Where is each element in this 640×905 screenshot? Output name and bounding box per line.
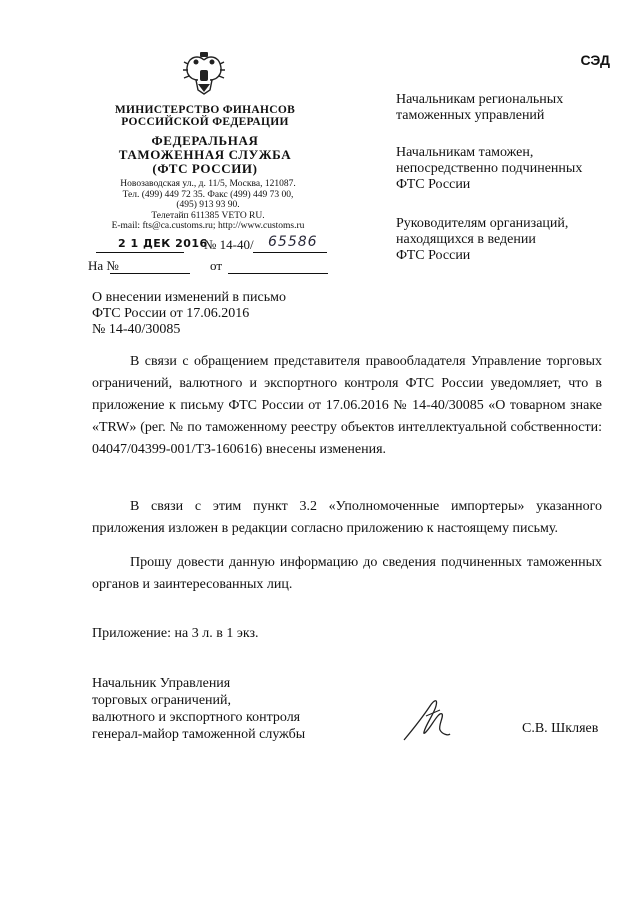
- email-line: E-mail: fts@ca.customs.ru; http://www.customs.ru: [111, 221, 305, 231]
- document-mark: СЭД: [580, 52, 610, 68]
- service-line-3: (ФТС РОССИИ): [152, 161, 258, 176]
- subject-line: № 14-40/30085: [92, 322, 181, 337]
- recipient-block: [396, 92, 626, 124]
- recipient-line: Руководителям организаций,: [396, 216, 569, 231]
- reference-number-underline: [110, 273, 190, 274]
- signer-line: генерал-майор таможенной службы: [92, 727, 306, 742]
- signer-line: торговых ограничений,: [92, 693, 232, 708]
- body-paragraph-2: В связи с этим пункт 3.2 «Уполномоченные импортеры» указанного приложения изложен в редакции согласно приложению к настоящему письму.: [92, 499, 602, 536]
- double-headed-eagle-emblem-icon: [182, 50, 226, 98]
- contact-block: [88, 179, 328, 232]
- signer-title: [92, 675, 352, 743]
- ministry-name: [100, 104, 310, 128]
- reference-row: [88, 258, 338, 276]
- recipient-line: находящихся в ведении: [396, 232, 536, 247]
- number-underline: [253, 252, 327, 253]
- recipient-line: Начальникам региональных: [396, 92, 564, 107]
- subject-line: О внесении изменений в письмо: [92, 290, 286, 305]
- fax-line: (495) 913 93 90.: [176, 200, 240, 210]
- recipient-line: ФТС России: [396, 177, 471, 192]
- signer-name: С.В. Шкляев: [522, 721, 599, 736]
- reference-date-underline: [228, 273, 328, 274]
- date-underline: [96, 252, 184, 253]
- recipient-line: непосредственно подчиненных: [396, 161, 583, 176]
- service-name: [100, 134, 310, 176]
- signer-line: валютного и экспортного контроля: [92, 710, 301, 725]
- subject-line: ФТС России от 17.06.2016: [92, 306, 250, 321]
- handwritten-signature: [400, 694, 460, 744]
- ministry-line-1: МИНИСТЕРСТВО ФИНАНСОВ: [114, 104, 296, 116]
- date-stamp: 2 1 ДЕК 2016: [118, 237, 208, 250]
- teletype-line: Телетайп 611385 VETO RU.: [151, 210, 265, 221]
- recipient-block: [396, 145, 626, 193]
- attachment-note: Приложение: на 3 л. в 1 экз.: [92, 626, 259, 641]
- phone-line: Тел. (499) 449 72 35. Факс (499) 449 73 00,: [122, 189, 294, 200]
- address-line: Новозаводская ул., д. 11/5, Москва, 121087.: [120, 179, 296, 189]
- registration-row: [88, 234, 338, 255]
- outgoing-number-label: № 14-40/: [204, 237, 254, 252]
- body-paragraph-1: В связи с обращением представителя правообладателя Управление торговых ограничений, валютного и экспортного контроля ФТС России уведомляет, что в приложение к письму ФТС России от 17.06.2016 № 14-40/30085 «О товарном знаке «TRW» (рег. № по таможенному реестру объектов интеллектуальной собственности: 04047/04399-001/ТЗ-160616) внесены изменения.: [92, 354, 602, 457]
- recipient-line: таможенных управлений: [396, 108, 545, 123]
- recipient-block: [396, 216, 626, 264]
- recipient-line: ФТС России: [396, 248, 471, 263]
- service-line-1: ФЕДЕРАЛЬНАЯ: [151, 133, 259, 148]
- handwritten-number: 65586: [268, 234, 318, 250]
- reference-date-label: от: [210, 258, 223, 273]
- signer-line: Начальник Управления: [92, 676, 231, 691]
- letter-subject: [92, 290, 352, 338]
- ministry-line-2: РОССИЙСКОЙ ФЕДЕРАЦИИ: [121, 116, 289, 128]
- reference-number-label: На №: [88, 258, 119, 273]
- body-paragraph-3: Прошу довести данную информацию до сведения подчиненных таможенных органов и заинтересованных лиц.: [92, 555, 602, 592]
- service-line-2: ТАМОЖЕННАЯ СЛУЖБА: [118, 147, 292, 162]
- recipient-line: Начальникам таможен,: [396, 145, 534, 160]
